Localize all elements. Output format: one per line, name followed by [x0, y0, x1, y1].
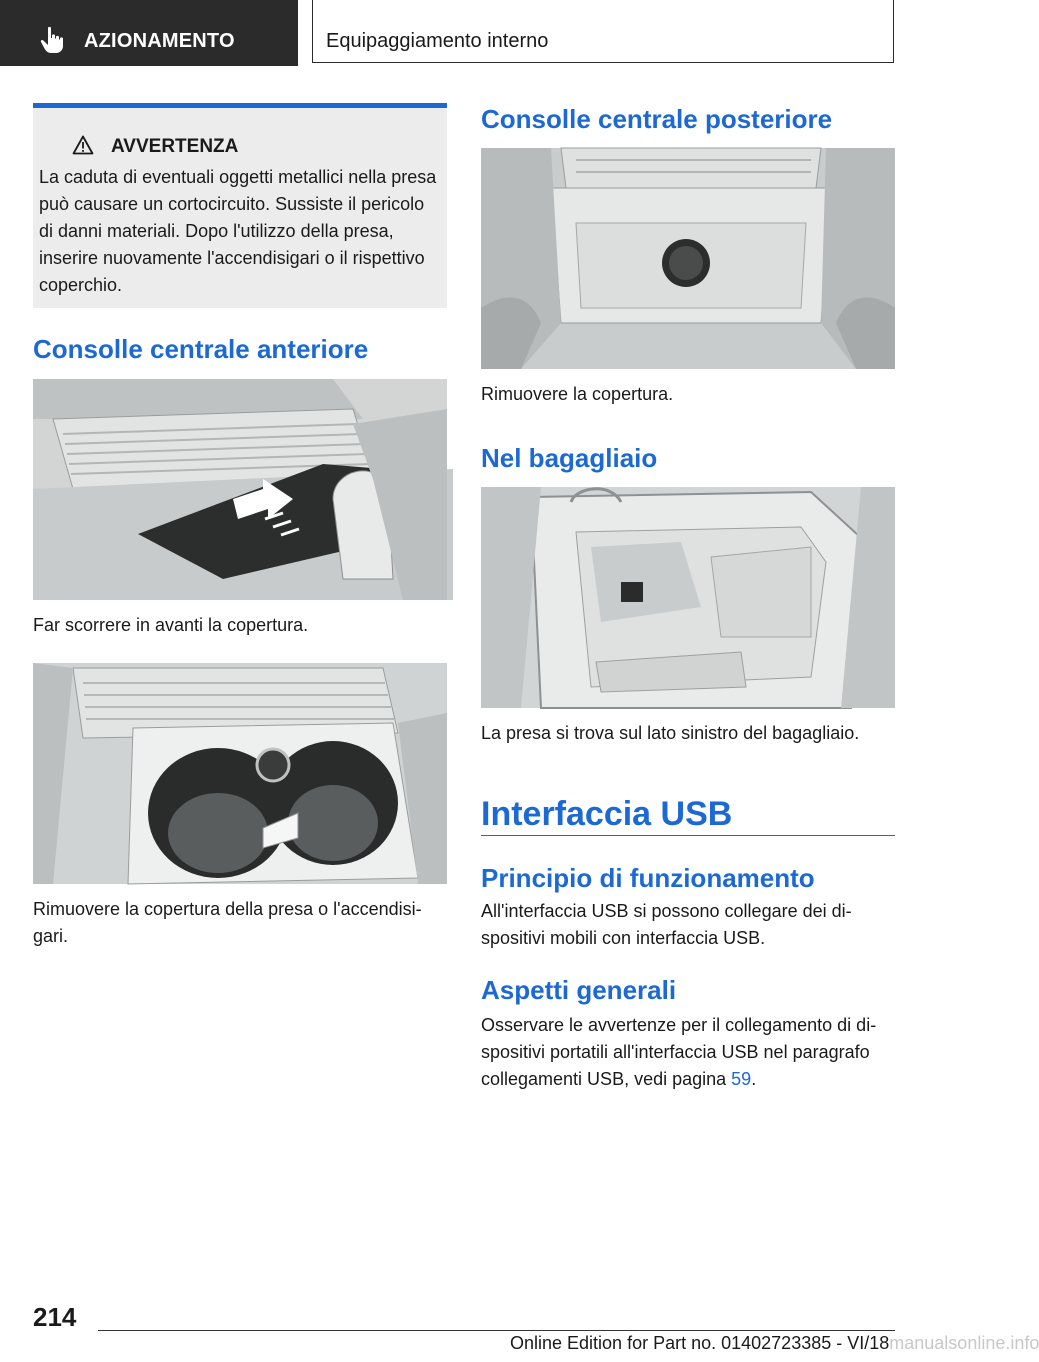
general-text-body: Osservare le avvertenze per il collegamento di di‐spositivi portatili all'interfaccia USB nel paragrafo collegamenti USB, vedi pagina — [481, 1015, 877, 1089]
usb-heading-rule — [481, 835, 895, 836]
chapter-title: Equipaggiamento interno — [326, 30, 549, 52]
rear-console-heading: Consolle centrale posteriore — [481, 104, 833, 134]
warning-triangle-icon — [72, 135, 94, 155]
header-section-tab — [0, 0, 298, 66]
usb-heading: Interfaccia USB — [481, 795, 733, 833]
front-caption-slide: Far scorrere in avanti la copertura. — [33, 615, 309, 635]
warning-box — [33, 103, 447, 308]
general-heading: Aspetti generali — [481, 975, 677, 1005]
page-number: 214 — [33, 1302, 77, 1332]
general-text-end: . — [751, 1069, 757, 1089]
footer-watermark: manualsonline.info — [889, 1333, 1039, 1353]
trunk-heading: Nel bagagliaio — [481, 443, 658, 473]
rear-caption-remove: Rimuovere la copertura. — [481, 384, 674, 404]
trunk-caption: La presa si trova sul lato sinistro del bagagliaio. — [481, 723, 860, 743]
front-caption-remove: Rimuovere la copertura della presa o l'accendisi‐gari. — [33, 899, 422, 946]
section-title: AZIONAMENTO — [84, 30, 235, 52]
footer-edition-text: Online Edition for Part no. 01402723385 - VI/18 — [510, 1333, 890, 1353]
general-text — [481, 1012, 895, 1093]
front-console-heading: Consolle centrale anteriore — [33, 334, 369, 364]
principle-text: All'interfaccia USB si possono collegare dei di‐spositivi mobili con interfaccia USB. — [481, 901, 852, 948]
front-console-slide-cover-figure — [33, 379, 447, 600]
footer-rule — [98, 1330, 895, 1331]
warning-title: AVVERTENZA — [111, 136, 239, 157]
trunk-socket-figure — [481, 487, 895, 708]
footer-edition — [510, 1333, 1039, 1354]
hand-pointer-icon — [40, 26, 64, 54]
front-console-socket-figure — [33, 663, 447, 884]
rear-console-socket-figure — [481, 148, 895, 369]
chapter-box — [312, 0, 894, 63]
principle-heading: Principio di funzionamento — [481, 863, 815, 893]
warning-text: La caduta di eventuali oggetti metallici nella presa può causare un cortocircuito. Sussiste il pericolo di danni materiali. Dopo l'utilizzo della presa, inserire nuovamente l'accendisigari o il rispettivo coperchio. — [39, 167, 437, 295]
page-59-link[interactable]: 59 — [731, 1069, 752, 1089]
